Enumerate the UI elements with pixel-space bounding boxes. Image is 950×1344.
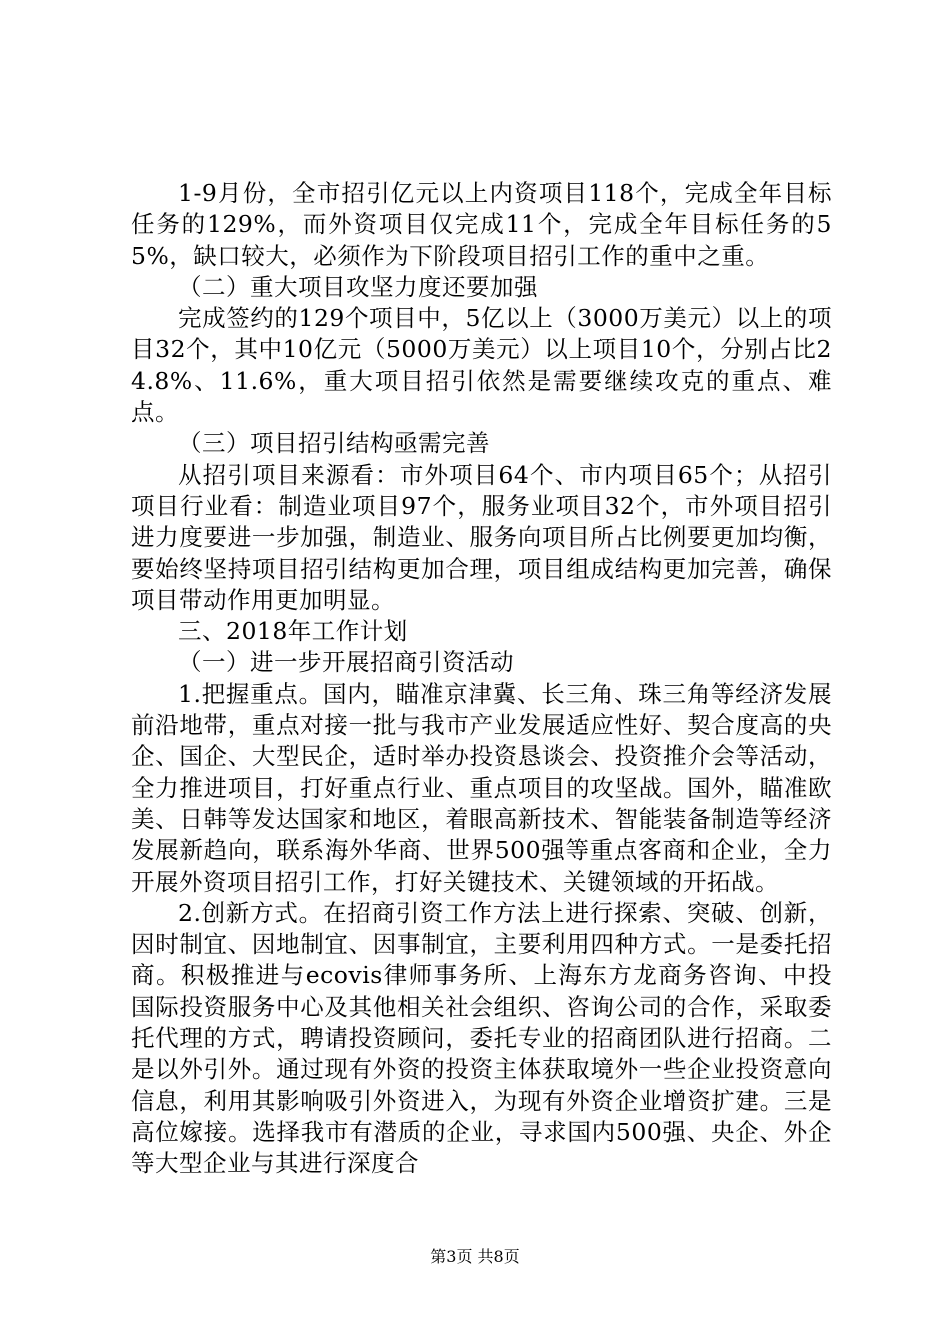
heading-2018-plan: 三、2018年工作计划 bbox=[178, 617, 408, 646]
paragraph-innovation: 2.创新方式。在招商引资工作方法上进行探索、突破、创新，因时制宜、因地制宜、因事制宜，主要利用四种方式。一是委托招商。积极推进与ecovis律师事务所、上海东方龙商务咨询、中投国际投资服务中心及其他相关社会组织、咨询公司的合作，采取委托代理的方式，聘请投资顾问，委托专业的招商团队进行招商。二是以外引外。通过现有外资的投资主体获取境外一些企业投资意向信息，利用其影响吸引外资进入，为现有外资企业增资扩建。三是高位嫁接。选择我市有潜质的企业，寻求国内500强、央企、外企等大型企业与其进行深度合 bbox=[131, 898, 832, 1178]
heading-investment-activities: （一）进一步开展招商引资活动 bbox=[178, 648, 514, 677]
paragraph-focus: 1.把握重点。国内，瞄准京津冀、长三角、珠三角等经济发展前沿地带，重点对接一批与我市产业发展适应性好、契合度高的央企、国企、大型民企，适时举办投资恳谈会、投资推介会等活动，全力推进项目，打好重点行业、重点项目的攻坚战。国外，瞄准欧美、日韩等发达国家和地区，着眼高新技术、智能装备制造等经济发展新趋向，联系海外华商、世界500强等重点客商和企业，全力开展外资项目招引工作，打好关键技术、关键领域的开拓战。 bbox=[131, 679, 832, 896]
heading-major-projects: （二）重大项目攻坚力度还要加强 bbox=[178, 272, 538, 301]
paragraph-major-projects: 完成签约的129个项目中，5亿以上（3000万美元）以上的项目32个，其中10亿元（5000万美元）以上项目10个，分别占比24.8%、11.6%，重大项目招引依然是需要继续攻克的重点、难点。 bbox=[131, 304, 832, 427]
page-number: 第3页 共8页 bbox=[430, 1247, 520, 1266]
paragraph-structure: 从招引项目来源看：市外项目64个、市内项目65个；从招引项目行业看：制造业项目97个，服务业项目32个，市外项目招引进力度要进一步加强，制造业、服务向项目所占比例要更加均衡，要始终坚持项目招引结构更加合理，项目组成结构更加完善，确保项目带动作用更加明显。 bbox=[131, 460, 832, 614]
document-body bbox=[131, 178, 832, 1180]
paragraph-progress: 1-9月份，全市招引亿元以上内资项目118个，完成全年目标任务的129%，而外资项目仅完成11个，完成全年目标任务的55%，缺口较大，必须作为下阶段项目招引工作的重中之重。 bbox=[131, 179, 832, 270]
heading-structure: （三）项目招引结构亟需完善 bbox=[178, 429, 490, 458]
